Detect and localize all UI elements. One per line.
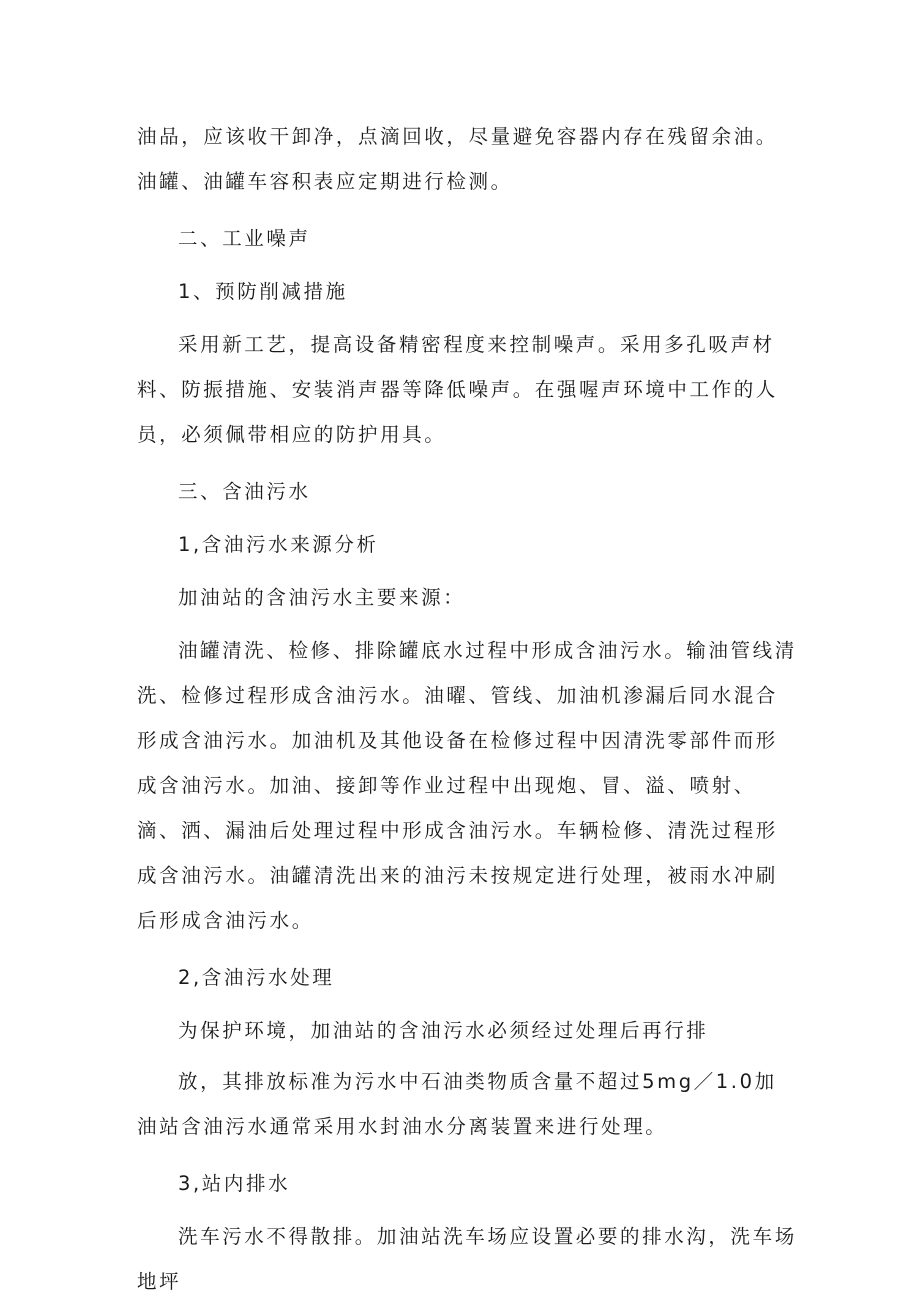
section-heading-oily-wastewater: 三、含油污水 bbox=[178, 480, 311, 503]
paragraph-wastewater-sources: 油罐清洗、检修、排除罐底水过程中形成含油污水。输油管线清洗、检修过程形成含油污水。油曜、管线、加油机渗漏后同水混合形成含油污水。加油机及其他设备在检修过程中因清洗零部件而形成含油污水。加油、接卸等作业过程中出现炮、冒、溢、喷射、滴、洒、漏油后处理过程中形成含油污水。车辆检修、清洗过程形成含油污水。油罐清洗出来的油污未按规定进行处理，被雨水冲刷后形成含油污水。 bbox=[137, 639, 797, 932]
paragraph-noise-control: 采用新工艺，提高设备精密程度来控制噪声。采用多孔吸声材料、防振措施、安装消声器等降低噪声。在强喔声环境中工作的人员，必须佩带相应的防护用具。 bbox=[137, 333, 778, 446]
paragraph-car-wash-drainage: 洗车污水不得散排。加油站洗车场应设置必要的排水沟，洗车场地坪 bbox=[137, 1225, 797, 1293]
subheading-wastewater-treatment: 2,含油污水处理 bbox=[178, 966, 335, 989]
subheading-station-drainage: 3,站内排水 bbox=[178, 1172, 291, 1195]
document-body bbox=[137, 114, 797, 1316]
paragraph-treatment-intro: 为保护环境，加油站的含油污水必须经过处理后再行排 bbox=[178, 1019, 709, 1042]
subheading-source-analysis: 1,含油污水来源分析 bbox=[178, 533, 379, 556]
section-heading-industrial-noise: 二、工业噪声 bbox=[178, 227, 311, 250]
subheading-prevention-measures: 1、预防削减措施 bbox=[178, 280, 348, 303]
paragraph-main-sources-intro: 加油站的含油污水主要来源： bbox=[178, 586, 466, 609]
paragraph-discharge-standard: 放，其排放标准为污水中石油类物质含量不超过5mg／1.0加油站含油污水通常采用水封油水分离装置来进行处理。 bbox=[137, 1070, 777, 1138]
paragraph-oil-residue: 油品，应该收干卸净，点滴回收，尽量避免容器内存在残留余油。油罐、油罐车容积表应定期进行检测。 bbox=[137, 125, 778, 193]
